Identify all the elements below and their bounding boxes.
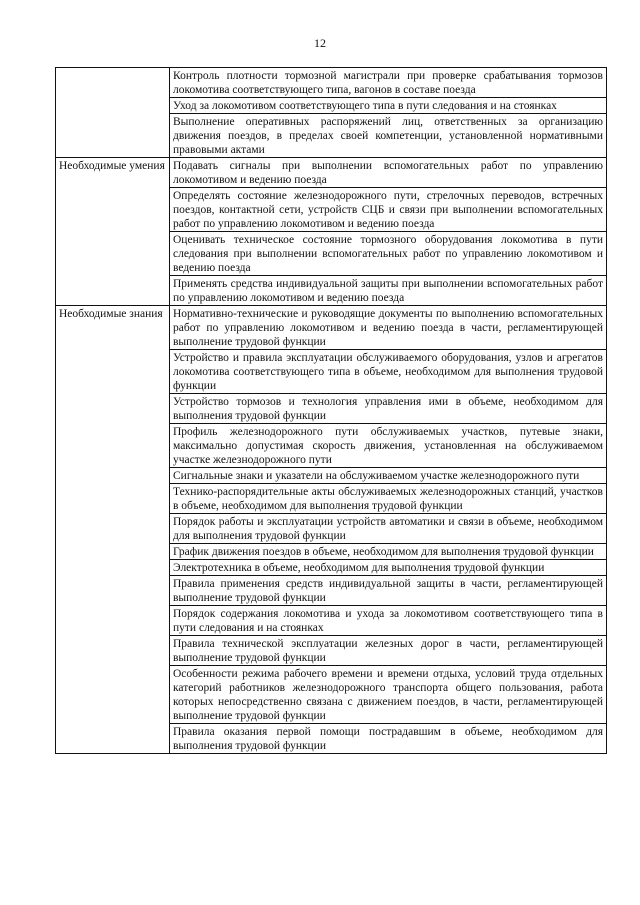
- list-item: Устройство тормозов и технология управления ими в объеме, необходимом для выполнения трудовой функции: [170, 394, 607, 424]
- list-item: Правила применения средств индивидуальной защиты в части, регламентирующей выполнение трудовой функции: [170, 576, 607, 606]
- list-item: Применять средства индивидуальной защиты при выполнении вспомогательных работ по управлению локомотивом и ведению поезда: [170, 276, 607, 306]
- list-item: Особенности режима рабочего времени и времени отдыха, условий труда отдельных категорий работников железнодорожного транспорта общего пользования, работа которых непосредственно связана с движением поездов, в части, регламентирующей выполнение трудовой функции: [170, 666, 607, 724]
- list-item: Правила технической эксплуатации железных дорог в части, регламентирующей выполнение трудовой функции: [170, 636, 607, 666]
- list-item: Технико-распорядительные акты обслуживаемых железнодорожных станций, участков в объеме, необходимом для выполнения трудовой функции: [170, 484, 607, 514]
- row-label-skills: Необходимые умения: [56, 158, 170, 306]
- list-item: Электротехника в объеме, необходимом для выполнения трудовой функции: [170, 560, 607, 576]
- list-item: Нормативно-технические и руководящие документы по выполнению вспомогательных работ по управлению локомотивом и ведению поезда в части, регламентирующей выполнение трудовой функции: [170, 306, 607, 350]
- list-item: Устройство и правила эксплуатации обслуживаемого оборудования, узлов и агрегатов локомотива соответствующего типа в объеме, необходимом для выполнения трудовой функции: [170, 350, 607, 394]
- list-item: Оценивать техническое состояние тормозного оборудования локомотива в пути следования при выполнении вспомогательных работ по управлению локомотивом и ведению поезда: [170, 232, 607, 276]
- list-item: Профиль железнодорожного пути обслуживаемых участков, путевые знаки, максимально допустимая скорость движения, установленная на обслуживаемом участке железнодорожного пути: [170, 424, 607, 468]
- table-row: [56, 158, 607, 188]
- list-item: Правила оказания первой помощи пострадавшим в объеме, необходимом для выполнения трудовой функции: [170, 724, 607, 754]
- page-number: 12: [314, 36, 326, 50]
- row-label-knowledge: Необходимые знания: [56, 306, 170, 754]
- list-item: Сигнальные знаки и указатели на обслуживаемом участке железнодорожного пути: [170, 468, 607, 484]
- competency-table: [55, 67, 607, 754]
- list-item: Порядок содержания локомотива и ухода за локомотивом соответствующего типа в пути следования и на стоянках: [170, 606, 607, 636]
- row-label: [56, 68, 170, 158]
- list-item: Контроль плотности тормозной магистрали при проверке срабатывания тормозов локомотива соответствующего типа, вагонов в составе поезда: [170, 68, 607, 98]
- list-item: Уход за локомотивом соответствующего типа в пути следования и на стоянках: [170, 98, 607, 114]
- list-item: График движения поездов в объеме, необходимом для выполнения трудовой функции: [170, 544, 607, 560]
- list-item: Определять состояние железнодорожного пути, стрелочных переводов, встречных поездов, контактной сети, устройств СЦБ и связи при выполнении вспомогательных работ по управлению локомотивом и ведению поезда: [170, 188, 607, 232]
- list-item: Выполнение оперативных распоряжений лиц, ответственных за организацию движения поездов, в пределах своей компетенции, установленной нормативными правовыми актами: [170, 114, 607, 158]
- list-item: Порядок работы и эксплуатации устройств автоматики и связи в объеме, необходимом для выполнения трудовой функции: [170, 514, 607, 544]
- table-row: [56, 306, 607, 350]
- list-item: Подавать сигналы при выполнении вспомогательных работ по управлению локомотивом и ведению поезда: [170, 158, 607, 188]
- table-row: [56, 68, 607, 98]
